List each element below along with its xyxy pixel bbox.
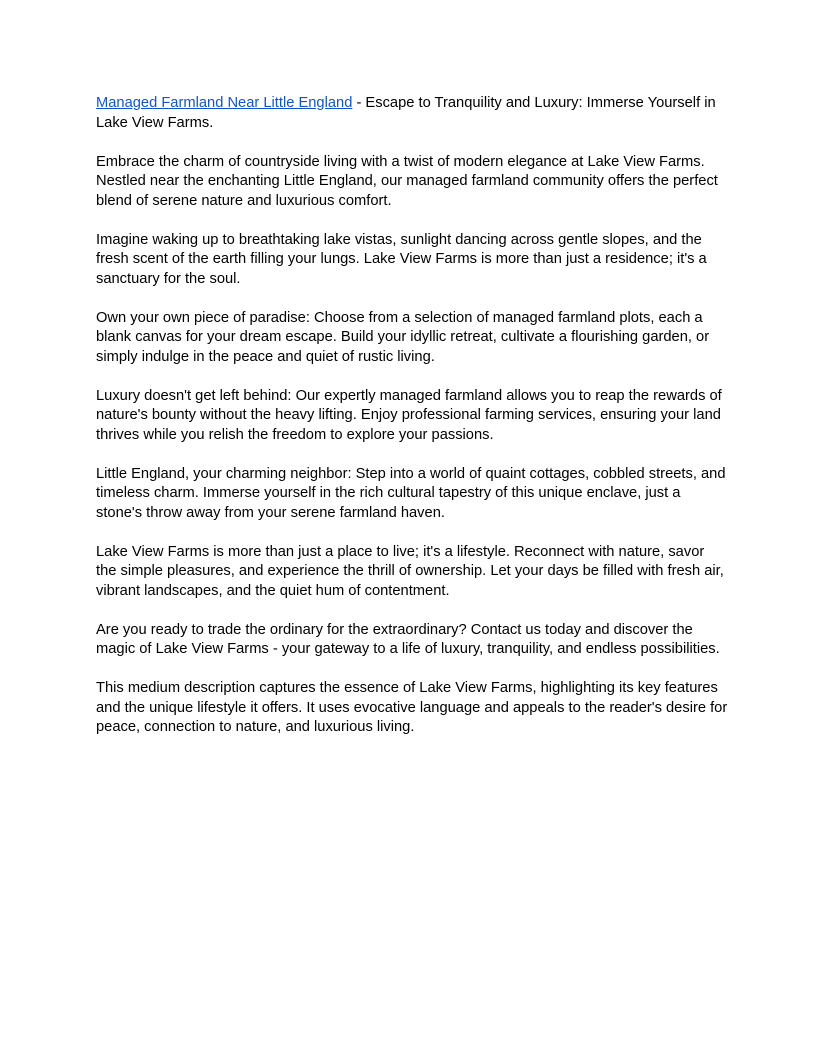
paragraph-summary: This medium description captures the essence of Lake View Farms, highlighting its key features and the unique lifestyle it offers. It uses evocative language and appeals to the reader's desire for peace, connection to nature, and luxurious living.: [96, 680, 728, 735]
paragraph-lifestyle: Lake View Farms is more than just a place to live; it's a lifestyle. Reconnect with nature, savor the simple pleasures, and experience the thrill of ownership. Let your days be filled with fresh air, vibrant landscapes, and the quiet hum of contentment.: [96, 543, 724, 599]
paragraph-little-england: Little England, your charming neighbor: Step into a world of quaint cottages, cobbled streets, and timeless charm. Immerse yourself in the rich cultural tapestry of this unique enclave, just a stone's throw away from your serene farmland haven.: [96, 465, 726, 521]
document-body: [96, 94, 728, 757]
paragraph-call-to-action: Are you ready to trade the ordinary for the extraordinary? Contact us today and discover the magic of Lake View Farms - your gateway to a life of luxury, tranquility, and endless possibilities.: [96, 621, 720, 657]
paragraph-own-paradise: Own your own piece of paradise: Choose from a selection of managed farmland plots, each a blank canvas for your dream escape. Build your idyllic retreat, cultivate a flourishing garden, or simply indulge in the peace and quiet of rustic living.: [96, 309, 710, 365]
paragraph-embrace: Embrace the charm of countryside living with a twist of modern elegance at Lake View Farms. Nestled near the enchanting Little England, our managed farmland community offers the perfect blend of serene nature and luxurious comfort.: [96, 153, 718, 209]
paragraph-luxury: Luxury doesn't get left behind: Our expertly managed farmland allows you to reap the rewards of nature's bounty without the heavy lifting. Enjoy professional farming services, ensuring your land thrives while you relish the freedom to explore your passions.: [96, 387, 722, 443]
intro-paragraph: [96, 94, 728, 133]
paragraph-imagine: Imagine waking up to breathtaking lake vistas, sunlight dancing across gentle slopes, and the fresh scent of the earth filling your lungs. Lake View Farms is more than just a residence; it's a sanctuary for the soul.: [96, 231, 707, 287]
intro-text: - Escape to Tranquility and Luxury: Immerse Yourself in Lake View Farms.: [96, 95, 716, 131]
farmland-link[interactable]: Managed Farmland Near Little England: [96, 95, 353, 111]
